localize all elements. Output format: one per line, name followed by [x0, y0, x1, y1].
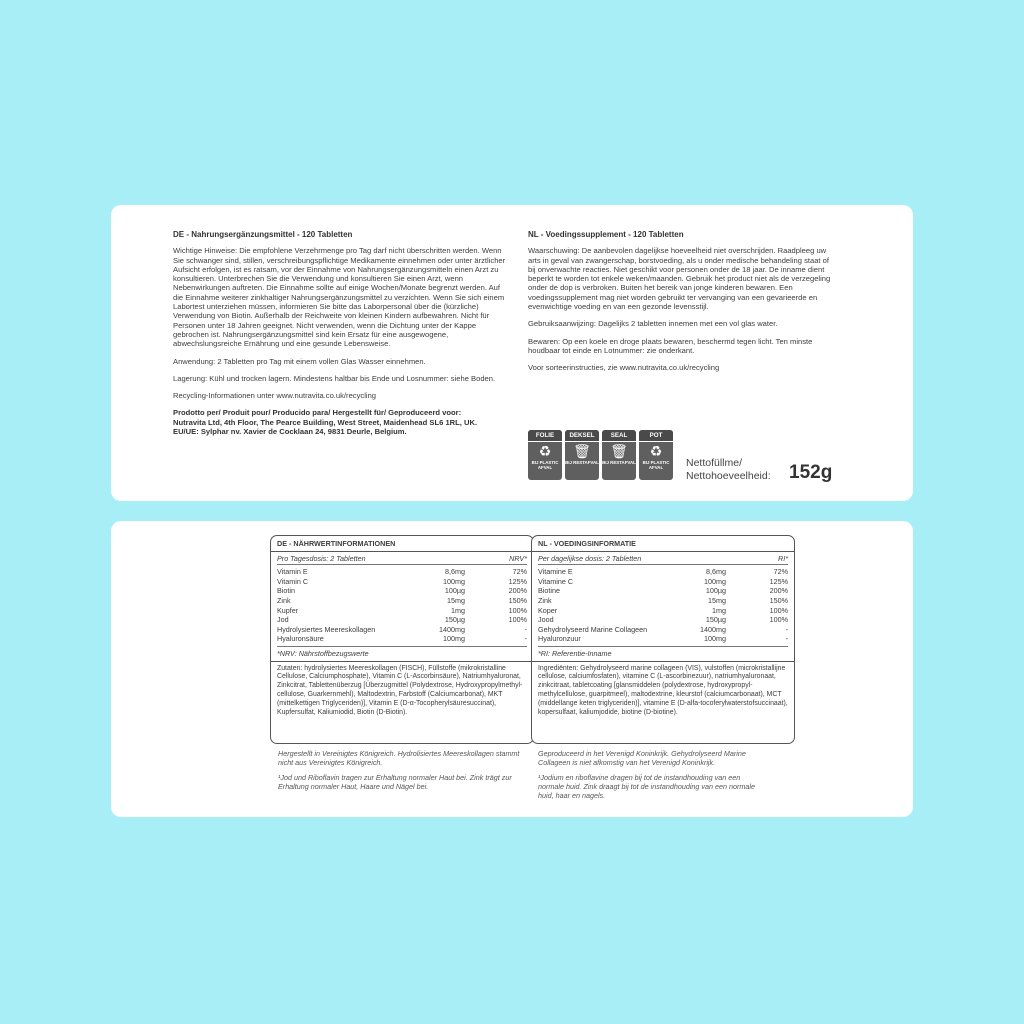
reference-label: RI* — [778, 553, 788, 563]
dutch-text-column — [528, 230, 838, 381]
nutrient-amount: 1mg — [451, 605, 465, 615]
dutch-title: NL - Voedingssupplement - 120 Tabletten — [528, 230, 684, 239]
nutrient-name: Zink — [277, 595, 291, 605]
nutrient-name: Hyaluronzuur — [538, 634, 581, 644]
nutrient-percent: 125% — [508, 576, 527, 586]
recycle-badge-bottom: BIJ PLASTIC AFVAL — [531, 460, 559, 470]
nutrient-name: Zink — [538, 595, 552, 605]
nutrient-percent: 200% — [508, 586, 527, 596]
nutrient-percent: - — [785, 624, 788, 634]
nutrient-name: Hyaluronsäure — [277, 634, 324, 644]
nutrient-amount: 1400mg — [439, 624, 465, 634]
ingredients-text: Ingrediënten: Gehydrolyseerd marine collageen (VIS), vulstoffen (microkristallijne cellulose, calciumfosfaten), vitamine C (L-ascorbinezuur), natriumhyaluronaat, zinkcitraat, tabletcoating [glansmiddelen (polydextrose, hydroxypropyl-methylcellulose, guarpitmeel), maltodextrine, kleurstof (calciumcarbonaat), MCT (middellange keten triglyceriden)], vitamine E (D-alfa-tocoferylwaterstofsuccinaat), kopersulfaat, kaliumjodide, biotine (D-biotine). — [538, 664, 788, 716]
nutrient-row — [538, 577, 788, 587]
nutrient-name: Vitamine E — [538, 567, 573, 577]
nutrient-name: Vitamine C — [538, 576, 574, 586]
recycle-badge-label: SEAL — [602, 430, 636, 442]
nutrient-row — [277, 625, 527, 635]
nutrient-row — [538, 625, 788, 635]
nutrient-percent: 125% — [769, 576, 788, 586]
origin-note: Geproduceerd in het Verenigd Koninkrijk. Gehydrolyseerd Marine Collageen is niet afkomstig van het Verenigd Koninkrijk. — [538, 749, 746, 767]
nutrient-percent: 100% — [769, 615, 788, 625]
nutrient-name: Gehydrolyseerd Marine Collageen — [538, 624, 648, 634]
nutrient-percent: 200% — [769, 586, 788, 596]
nutrient-amount: 8,6mg — [706, 567, 726, 577]
german-warning: Wichtige Hinweise: Die empfohlene Verzehrmenge pro Tag darf nicht überschritten werden. Wenn Sie schwanger sind, stillen, verschreibungspflichtige Medikamente einnehmen oder unter ärztlicher Aufsicht erfolgen, ist es ratsam, vor der Einnahme von Nahrungsergänzungsmitteln einen Arzt zu konsultieren. Unterbrechen Sie die Verwendung und konsultieren Sie einen Arzt, wenn Nebenwirkungen auftreten. Die Einnahme sollte auf einige Wochen/Monate begrenzt werden. Auf die Einnahme weiterer zinkhaltiger Nahrungsergänzungsmittel zu verzichten. Wenn Sie sich einem Labortest unterziehen müssen, informieren Sie bitte das Laborpersonal über die (kürzliche) Verwendung von Biotin. Außerhalb der Reichweite von kleinen Kindern aufbewahren. Nicht für Personen unter 18 Jahren geeignet. Nicht verwenden, wenn die Dichtung unter der Kappe gebrochen ist. Nahrungsergänzungsmittel sind kein Ersatz für eine ausgewogene, abwechslungsreiche Ernährung und eine gesunde Lebensweise. — [173, 246, 506, 349]
german-usage: Anwendung: 2 Tabletten pro Tag mit einem vollen Glas Wasser einnehmen. — [173, 356, 426, 366]
nutrient-amount: 15mg — [447, 595, 465, 605]
recycling-icons — [528, 430, 673, 480]
claim-note: ¹Jodium en riboflavine dragen bij tot de instandhouding van een normale huid. Zink draagt bij tot de instandhouding van een normale huid, haar en nagels. — [538, 773, 755, 800]
german-recycling: Recycling-Informationen unter www.nutravita.co.uk/recycling — [173, 391, 377, 401]
nutrition-rows — [277, 565, 527, 647]
nutrition-header: NL - VOEDINGSINFORMATIE — [532, 536, 794, 552]
nutrient-amount: 100mg — [704, 576, 726, 586]
nutrient-row — [538, 634, 788, 644]
nutrient-name: Biotin — [277, 586, 295, 596]
claim-note: ¹Jod und Riboflavin tragen zur Erhaltung normaler Haut bei. Zink trägt zur Erhaltung normaler Haut, Haare und Nägel bei. — [278, 773, 512, 791]
nutrient-name: Kupfer — [277, 605, 299, 615]
german-notes — [278, 749, 528, 797]
dutch-notes — [538, 749, 768, 806]
recycle-badge-folie — [528, 430, 562, 480]
person-bin-icon: ♻ — [649, 443, 663, 459]
nutrient-percent: 72% — [512, 567, 527, 577]
nutrient-percent: - — [524, 624, 527, 634]
nutrient-row — [538, 567, 788, 577]
nutrient-amount: 100mg — [443, 634, 465, 644]
nutrient-percent: 150% — [769, 595, 788, 605]
nutrition-rows — [538, 565, 788, 647]
nutrient-row — [538, 606, 788, 616]
producer-line-2: Nutravita Ltd, 4th Floor, The Pearce Building, West Street, Maidenhead SL6 1RL, UK. — [173, 417, 478, 427]
producer-line-3: EU/UE: Sylphar nv. Xavier de Cocklaan 24, 9831 Deurle, Belgium. — [173, 427, 407, 437]
nutrient-row — [277, 577, 527, 587]
dutch-usage: Gebruiksaanwijzing: Dagelijks 2 tabletten innemen met een vol glas water. — [528, 319, 778, 329]
label-panel-top — [111, 205, 913, 501]
nutrient-row — [277, 615, 527, 625]
nutrition-footnote: *NRV: Nährstoffbezugswerte — [271, 647, 533, 662]
nutrient-amount: 1400mg — [700, 624, 726, 634]
nutrient-name: Koper — [538, 605, 558, 615]
nutrient-row — [277, 567, 527, 577]
german-text-column — [173, 230, 511, 444]
nutrient-name: Jod — [277, 615, 289, 625]
nutrient-amount: 100mg — [443, 576, 465, 586]
nutrient-name: Jood — [538, 615, 554, 625]
recycle-badge-bottom: BIJ RESTAFVAL — [565, 460, 599, 465]
reference-label: NRV* — [509, 553, 527, 563]
recycle-badge-label: FOLIE — [528, 430, 562, 442]
nutrient-row — [277, 634, 527, 644]
nutrient-row — [277, 606, 527, 616]
net-label-line-1: Nettofüllme/ — [686, 457, 743, 469]
nutrient-row — [538, 586, 788, 596]
dose-label: Pro Tagesdosis: 2 Tabletten — [277, 553, 366, 563]
nutrition-dose-row — [538, 552, 788, 566]
dutch-warning: Waarschuwing: De aanbevolen dagelijkse hoeveelheid niet overschrijden. Raadpleeg uw arts in geval van zwangerschap, borstvoeding, als u onder medische behandeling staat of bij onverwachte reacties. Niet geschikt voor personen onder de 18 jaar. De inname dient beperkt te worden tot enkele weken/maanden. Gebruik het product niet als de verzegeling onder de dop is verbroken. Buiten het bereik van jonge kinderen bewaren. Een voedingssupplement mag niet worden gebruikt ter vervanging van een gevarieerde en evenwichtige voeding en van een gezonde levensstijl. — [528, 246, 831, 312]
recycle-badge-pot — [639, 430, 673, 480]
nutrient-percent: 100% — [769, 605, 788, 615]
net-quantity-label — [686, 457, 771, 483]
nutrient-row — [277, 596, 527, 606]
recycle-badge-bottom: BIJ RESTAFVAL — [602, 460, 636, 465]
nutrient-percent: 72% — [773, 567, 788, 577]
producer-line-1: Prodotto per/ Produit pour/ Producido para/ Hergestellt für/ Geproduceerd voor: — [173, 408, 462, 418]
recycle-badge-label: DEKSEL — [565, 430, 599, 442]
net-label-line-2: Nettohoeveelheid: — [686, 470, 771, 482]
nutrition-table-dutch — [531, 535, 795, 744]
trash-bin-icon: 🗑 — [610, 443, 628, 459]
nutrient-percent: - — [524, 634, 527, 644]
nutrient-name: Biotine — [538, 586, 560, 596]
nutrient-amount: 100mg — [704, 634, 726, 644]
nutrient-amount: 150µg — [705, 615, 726, 625]
producer-info — [173, 408, 511, 436]
nutrition-footnote: *RI: Referentie-Inname — [532, 647, 794, 662]
nutrition-dose-row — [277, 552, 527, 566]
nutrient-percent: - — [785, 634, 788, 644]
nutrient-percent: 100% — [508, 605, 527, 615]
nutrient-name: Vitamin C — [277, 576, 309, 586]
recycle-badge-deksel — [565, 430, 599, 480]
german-title: DE - Nahrungsergänzungsmittel - 120 Tabletten — [173, 230, 353, 239]
nutrient-amount: 100µg — [444, 586, 465, 596]
recycle-badge-seal — [602, 430, 636, 480]
nutrient-percent: 100% — [508, 615, 527, 625]
german-storage: Lagerung: Kühl und trocken lagern. Mindestens haltbar bis Ende und Losnummer: siehe Boden. — [173, 373, 496, 383]
net-quantity-value: 152g — [789, 462, 833, 483]
nutrient-amount: 15mg — [708, 595, 726, 605]
nutrient-amount: 100µg — [705, 586, 726, 596]
nutrient-amount: 8,6mg — [445, 567, 465, 577]
trash-bin-icon: 🗑 — [573, 443, 591, 459]
nutrient-row — [277, 586, 527, 596]
ingredients-text: Zutaten: hydrolysiertes Meereskollagen (FISCH), Füllstoffe (mikrokristalline Cellulose, Calciumphosphate), Vitamin C (L-Ascorbinsäure), Natriumhyaluronat, Zinkcitrat, Tablettenüberzug [Überzugmittel (Polydextrose, Hydroxypropylmethyl- cellulose, Guarkernmehl), Maltodextrin, Farbstoff (Calciumcarbonat), MKT (mittelkettigen Triglyceriden)], Vitamin E (D-α-Tocopherylsäuresuccinat), Kupfersulfat, Kaliumiodid, Biotin (D-Biotin). — [277, 664, 523, 716]
nutrient-percent: 150% — [508, 595, 527, 605]
nutrient-row — [538, 615, 788, 625]
nutrient-name: Hydrolysiertes Meereskollagen — [277, 624, 376, 634]
recycle-badge-bottom: BIJ PLASTIC AFVAL — [642, 460, 670, 470]
person-bin-icon: ♻ — [538, 443, 552, 459]
label-panel-bottom — [111, 521, 913, 817]
nutrient-amount: 1mg — [712, 605, 726, 615]
dutch-storage: Bewaren: Op een koele en droge plaats bewaren, beschermd tegen licht. Ten minste houdbaar tot einde en Lotnummer: zie onderkant. — [528, 336, 813, 355]
nutrition-header: DE - NÄHRWERTINFORMATIONEN — [271, 536, 533, 552]
nutrition-table-german — [270, 535, 534, 744]
nutrient-row — [538, 596, 788, 606]
origin-note: Hergestellt in Vereinigtes Königreich. Hydrolisiertes Meereskollagen stammt nicht aus Vereinigtes Königreich. — [278, 749, 520, 767]
dutch-sorting: Voor sorteerinstructies, zie www.nutravita.co.uk/recycling — [528, 363, 720, 373]
nutrient-name: Vitamin E — [277, 567, 308, 577]
nutrient-amount: 150µg — [444, 615, 465, 625]
dose-label: Per dagelijkse dosis: 2 Tabletten — [538, 553, 642, 563]
recycle-badge-label: POT — [639, 430, 673, 442]
